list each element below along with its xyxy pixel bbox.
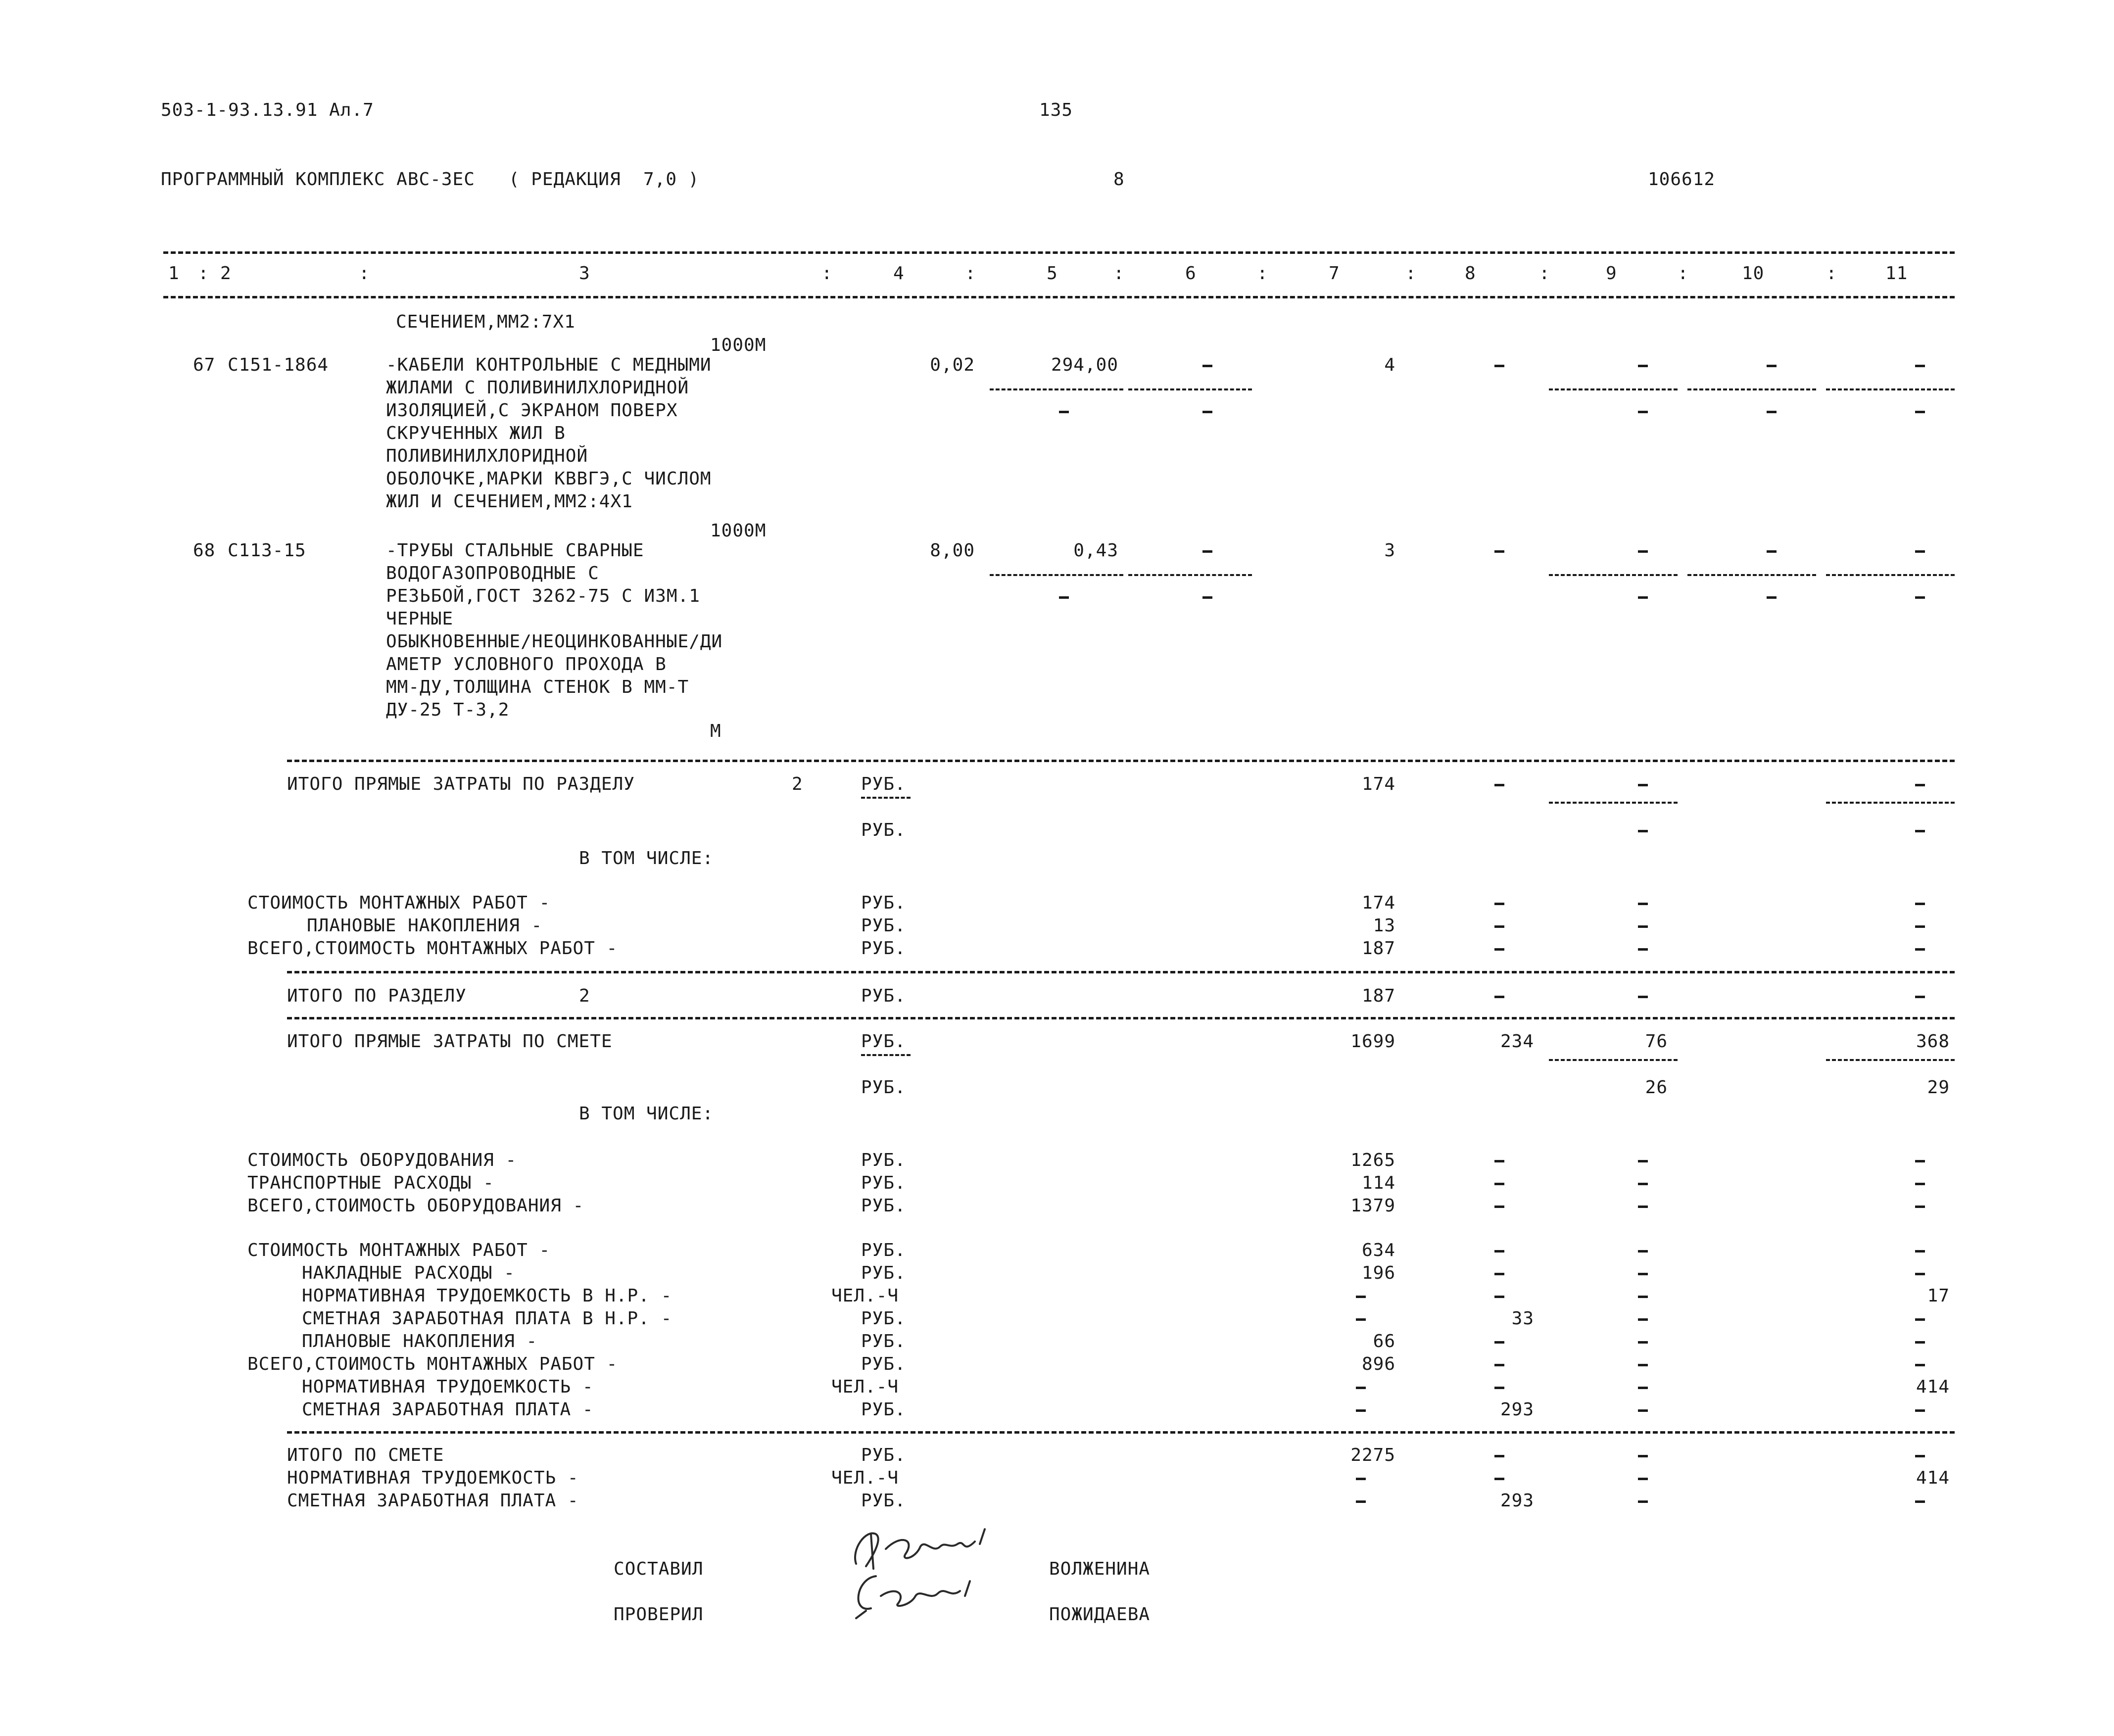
empty-cell-dash (1494, 948, 1504, 951)
installation-label: НОРМАТИВНАЯ ТРУДОЕМКОСТЬ - (302, 1377, 594, 1397)
installation-label: СТОИМОСТЬ МОНТАЖНЫХ РАБОТ - (247, 1240, 551, 1260)
installation-label: СМЕТНАЯ ЗАРАБОТНАЯ ПЛАТА В Н.Р. - (302, 1308, 673, 1329)
empty-cell-dash (1494, 1296, 1504, 1298)
column-header-rule (163, 296, 1955, 298)
column-separator: : (359, 263, 370, 284)
column-separator: : (821, 263, 833, 284)
unit-label: РУБ. (861, 1331, 906, 1351)
empty-cell-dash (1638, 1387, 1648, 1389)
subtotal-rule (1128, 574, 1252, 576)
equipment-value: 1265 (1350, 1150, 1395, 1170)
empty-cell-dash (1915, 411, 1925, 413)
section-rule (287, 760, 1955, 762)
item-description-line: ДУ-25 Т-3,2 (386, 700, 510, 720)
empty-cell-dash (1638, 1273, 1648, 1275)
unit-label: РУБ. (861, 1445, 906, 1465)
equipment-value: 114 (1361, 1173, 1395, 1193)
document-code: 503-1-93.13.91 Ал.7 (161, 100, 374, 120)
empty-cell-dash (1915, 596, 1925, 599)
empty-cell-dash (1638, 784, 1648, 786)
empty-cell-dash (1638, 1478, 1648, 1480)
breakdown-value: 13 (1373, 916, 1395, 936)
column-number: 6 (1185, 263, 1197, 284)
empty-cell-dash (1356, 1409, 1366, 1412)
empty-cell-dash (1915, 1183, 1925, 1185)
in-that-number-label: В ТОМ ЧИСЛЕ: (579, 848, 714, 868)
empty-cell-dash (1767, 411, 1777, 413)
subtotal-rule (1826, 388, 1955, 390)
unit-label: РУБ. (861, 774, 906, 794)
breakdown-label: ПЛАНОВЫЕ НАКОПЛЕНИЯ - (307, 916, 543, 936)
empty-cell-dash (1915, 1500, 1925, 1503)
empty-cell-dash (1767, 596, 1777, 599)
empty-cell-dash (1494, 1273, 1504, 1275)
empty-cell-dash (1915, 1455, 1925, 1457)
document-number: 106612 (1648, 169, 1716, 190)
estimate-direct-c9b: 26 (1645, 1077, 1668, 1098)
equipment-label: СТОИМОСТЬ ОБОРУДОВАНИЯ - (247, 1150, 517, 1170)
subtotal-rule (1549, 802, 1678, 804)
section-total-label: ИТОГО ПРЯМЫЕ ЗАТРАТЫ ПО РАЗДЕЛУ (287, 774, 635, 794)
empty-cell-dash (1494, 784, 1504, 786)
empty-cell-dash (1915, 784, 1925, 786)
empty-cell-dash (1638, 365, 1648, 367)
empty-cell-dash (1638, 830, 1648, 832)
item-total: 3 (1384, 540, 1395, 561)
empty-cell-dash (1638, 1500, 1648, 1503)
in-that-number-label: В ТОМ ЧИСЛЕ: (579, 1104, 714, 1124)
empty-cell-dash (1202, 365, 1212, 367)
checked-by-name: ПОЖИДАЕВА (1049, 1604, 1151, 1625)
empty-cell-dash (1915, 1160, 1925, 1162)
empty-cell-dash (1494, 365, 1504, 367)
subtotal-rule (1826, 574, 1955, 576)
estimate-direct-c11b: 29 (1927, 1077, 1950, 1098)
column-separator: : (965, 263, 976, 284)
item-description-line: ЧЕРНЫЕ (386, 609, 454, 629)
unit-label: ЧЕЛ.-Ч (831, 1286, 899, 1306)
empty-cell-dash (1494, 1250, 1504, 1253)
item-number: 68 (193, 540, 216, 561)
unit-label: РУБ. (861, 1031, 906, 1052)
installation-c7: 196 (1361, 1263, 1395, 1283)
estimate-total-c8: 293 (1500, 1491, 1534, 1511)
unit-label: ЧЕЛ.-Ч (831, 1377, 899, 1397)
installation-c7: 66 (1373, 1331, 1395, 1351)
composed-by-name: ВОЛЖЕНИНА (1049, 1559, 1151, 1579)
empty-cell-dash (1915, 1341, 1925, 1344)
column-number: 5 (1047, 263, 1058, 284)
breakdown-value: 174 (1361, 893, 1395, 913)
column-number: 4 (893, 263, 905, 284)
empty-cell-dash (1638, 948, 1648, 951)
item-quantity: 8,00 (930, 540, 975, 561)
installation-c11: 414 (1916, 1377, 1950, 1397)
empty-cell-dash (1494, 1160, 1504, 1162)
installation-c11: 17 (1927, 1286, 1950, 1306)
subtotal-rule (1549, 388, 1678, 390)
installation-label: ПЛАНОВЫЕ НАКОПЛЕНИЯ - (302, 1331, 538, 1351)
page-number: 135 (1039, 100, 1073, 120)
empty-cell-dash (1494, 1478, 1504, 1480)
item-code: С113-15 (228, 540, 306, 561)
column-number: 3 (579, 263, 590, 284)
empty-cell-dash (1638, 596, 1648, 599)
item-unit-price: 0,43 (1073, 540, 1118, 561)
empty-cell-dash (1915, 903, 1925, 905)
empty-cell-dash (1638, 411, 1648, 413)
breakdown-label: СТОИМОСТЬ МОНТАЖНЫХ РАБОТ - (247, 893, 551, 913)
unit-label: ЧЕЛ.-Ч (831, 1468, 899, 1488)
column-separator: : (198, 263, 209, 284)
empty-cell-dash (1059, 596, 1069, 599)
empty-cell-dash (1915, 1318, 1925, 1321)
signature-checked-icon (846, 1569, 1005, 1623)
unit-label: РУБ. (861, 916, 906, 936)
item-description-line: ОБЫКНОВЕННЫЕ/НЕОЦИНКОВАННЫЕ/ДИ (386, 631, 723, 652)
installation-label: СМЕТНАЯ ЗАРАБОТНАЯ ПЛАТА - (302, 1399, 594, 1420)
empty-cell-dash (1202, 596, 1212, 599)
unit-label: РУБ. (861, 1263, 906, 1283)
empty-cell-dash (1494, 996, 1504, 998)
unit-rule (861, 1054, 911, 1056)
installation-label: ВСЕГО,СТОИМОСТЬ МОНТАЖНЫХ РАБОТ - (247, 1354, 618, 1374)
empty-cell-dash (1356, 1500, 1366, 1503)
item-code: С151-1864 (228, 355, 329, 375)
section-number: 2 (792, 774, 803, 794)
column-number: 1 (168, 263, 180, 284)
column-separator: : (1826, 263, 1837, 284)
empty-cell-dash (1638, 550, 1648, 553)
table-top-rule (163, 251, 1955, 254)
empty-cell-dash (1767, 550, 1777, 553)
estimate-total-c7: 2275 (1350, 1445, 1395, 1465)
unit-label: РУБ. (861, 986, 906, 1006)
item-description-line: ПОЛИВИНИЛХЛОРИДНОЙ (386, 446, 588, 466)
section-summary-value: 187 (1361, 986, 1395, 1006)
unit-label: РУБ. (861, 1354, 906, 1374)
item-description-line: ИЗОЛЯЦИЕЙ,С ЭКРАНОМ ПОВЕРХ (386, 400, 678, 421)
empty-cell-dash (1638, 1341, 1648, 1344)
empty-cell-dash (1494, 1387, 1504, 1389)
section-rule (287, 1017, 1955, 1019)
unit-label: РУБ. (861, 1196, 906, 1216)
empty-cell-dash (1915, 925, 1925, 928)
empty-cell-dash (1915, 1250, 1925, 1253)
item-description-line: СКРУЧЕННЫХ ЖИЛ В (386, 423, 566, 443)
section-rule (287, 1431, 1955, 1434)
installation-label: НАКЛАДНЫЕ РАСХОДЫ - (302, 1263, 515, 1283)
empty-cell-dash (1494, 550, 1504, 553)
estimate-direct-label: ИТОГО ПРЯМЫЕ ЗАТРАТЫ ПО СМЕТЕ (287, 1031, 613, 1052)
empty-cell-dash (1638, 1409, 1648, 1412)
estimate-direct-c9: 76 (1645, 1031, 1668, 1052)
empty-cell-dash (1638, 1455, 1648, 1457)
column-number: 2 (220, 263, 232, 284)
breakdown-value: 187 (1361, 938, 1395, 959)
column-number: 7 (1329, 263, 1340, 284)
estimate-direct-c7: 1699 (1350, 1031, 1395, 1052)
subtotal-rule (1826, 1059, 1955, 1061)
empty-cell-dash (1494, 925, 1504, 928)
installation-c8: 33 (1511, 1308, 1534, 1329)
empty-cell-dash (1915, 550, 1925, 553)
item-description-line: -ТРУБЫ СТАЛЬНЫЕ СВАРНЫЕ (386, 540, 644, 561)
empty-cell-dash (1638, 903, 1648, 905)
empty-cell-dash (1494, 1364, 1504, 1366)
sheet-number: 8 (1113, 169, 1125, 190)
subtotal-rule (1549, 574, 1678, 576)
unit-label: РУБ. (861, 1491, 906, 1511)
empty-cell-dash (1494, 903, 1504, 905)
installation-c7: 634 (1361, 1240, 1395, 1260)
item-description-line: АМЕТР УСЛОВНОГО ПРОХОДА В (386, 654, 667, 675)
unit-label: РУБ. (861, 1173, 906, 1193)
unit-label: РУБ. (861, 893, 906, 913)
empty-cell-dash (1494, 1183, 1504, 1185)
signature-composed-icon (846, 1519, 1005, 1574)
unit-label: РУБ. (861, 1240, 906, 1260)
unit-label: РУБ. (861, 938, 906, 959)
empty-cell-dash (1638, 1206, 1648, 1208)
column-number: 8 (1465, 263, 1476, 284)
item-description-line: ММ-ДУ,ТОЛЩИНА СТЕНОК В ММ-Т (386, 677, 689, 697)
empty-cell-dash (1202, 550, 1212, 553)
item-description-line: ЖИЛ И СЕЧЕНИЕМ,ММ2:4Х1 (386, 491, 633, 512)
program-title: ПРОГРАММНЫЙ КОМПЛЕКС АВС-3ЕС ( РЕДАКЦИЯ 7,0 ) (161, 169, 700, 190)
equipment-label: ТРАНСПОРТНЫЕ РАСХОДЫ - (247, 1173, 494, 1193)
empty-cell-dash (1638, 925, 1648, 928)
subtotal-rule (1826, 802, 1955, 804)
unit-label: РУБ. (861, 1150, 906, 1170)
empty-cell-dash (1915, 996, 1925, 998)
installation-c8: 293 (1500, 1399, 1534, 1420)
item-unit: 1000М (710, 335, 767, 355)
empty-cell-dash (1356, 1318, 1366, 1321)
subtotal-rule (990, 574, 1123, 576)
item-description-line: ВОДОГАЗОПРОВОДНЫЕ С (386, 563, 599, 583)
item-total: 4 (1384, 355, 1395, 375)
subtotal-rule (1549, 1059, 1678, 1061)
empty-cell-dash (1915, 1364, 1925, 1366)
empty-cell-dash (1202, 411, 1212, 413)
empty-cell-dash (1638, 996, 1648, 998)
estimate-direct-c8: 234 (1500, 1031, 1534, 1052)
empty-cell-dash (1638, 1364, 1648, 1366)
subtotal-rule (1128, 388, 1252, 390)
breakdown-label: ВСЕГО,СТОИМОСТЬ МОНТАЖНЫХ РАБОТ - (247, 938, 618, 959)
section-rule (287, 971, 1955, 973)
item-quantity: 0,02 (930, 355, 975, 375)
equipment-label: ВСЕГО,СТОИМОСТЬ ОБОРУДОВАНИЯ - (247, 1196, 584, 1216)
unit-label: РУБ. (861, 1077, 906, 1098)
empty-cell-dash (1059, 411, 1069, 413)
empty-cell-dash (1915, 1206, 1925, 1208)
estimate-total-label: СМЕТНАЯ ЗАРАБОТНАЯ ПЛАТА - (287, 1491, 579, 1511)
section-number: 2 (579, 986, 590, 1006)
empty-cell-dash (1915, 830, 1925, 832)
empty-cell-dash (1915, 1273, 1925, 1275)
item-description-line: ЖИЛАМИ С ПОЛИВИНИЛХЛОРИДНОЙ (386, 378, 689, 398)
empty-cell-dash (1915, 1409, 1925, 1412)
item-description-line: ОБОЛОЧКЕ,МАРКИ КВВГЭ,С ЧИСЛОМ (386, 469, 712, 489)
empty-cell-dash (1638, 1318, 1648, 1321)
checked-by-label: ПРОВЕРИЛ (614, 1604, 704, 1625)
empty-cell-dash (1638, 1250, 1648, 1253)
installation-label: НОРМАТИВНАЯ ТРУДОЕМКОСТЬ В Н.Р. - (302, 1286, 673, 1306)
unit-rule (861, 797, 911, 799)
unit-label: РУБ. (861, 1308, 906, 1329)
composed-by-label: СОСТАВИЛ (614, 1559, 704, 1579)
column-separator: : (1257, 263, 1268, 284)
subtotal-rule (990, 388, 1123, 390)
empty-cell-dash (1494, 1206, 1504, 1208)
subtotal-rule (1687, 574, 1816, 576)
column-separator: : (1405, 263, 1417, 284)
unit-label: РУБ. (861, 820, 906, 840)
estimate-direct-c11: 368 (1916, 1031, 1950, 1052)
empty-cell-dash (1915, 365, 1925, 367)
empty-cell-dash (1494, 1341, 1504, 1344)
section-summary-label: ИТОГО ПО РАЗДЕЛУ (287, 986, 467, 1006)
estimate-total-label: ИТОГО ПО СМЕТЕ (287, 1445, 444, 1465)
section-total-value: 174 (1361, 774, 1395, 794)
item-unit-price: 294,00 (1051, 355, 1118, 375)
item-unit: 1000М (710, 521, 767, 541)
column-number: 9 (1606, 263, 1617, 284)
empty-cell-dash (1767, 365, 1777, 367)
column-number: 10 (1742, 263, 1765, 284)
item-unit: М (710, 721, 721, 741)
item-number: 67 (193, 355, 216, 375)
installation-c7: 896 (1361, 1354, 1395, 1374)
equipment-value: 1379 (1350, 1196, 1395, 1216)
item-description-line: -КАБЕЛИ КОНТРОЛЬНЫЕ С МЕДНЫМИ (386, 355, 712, 375)
column-separator: : (1113, 263, 1125, 284)
empty-cell-dash (1356, 1296, 1366, 1298)
empty-cell-dash (1494, 1455, 1504, 1457)
empty-cell-dash (1356, 1387, 1366, 1389)
empty-cell-dash (1638, 1160, 1648, 1162)
column-separator: : (1539, 263, 1550, 284)
subtotal-rule (1687, 388, 1816, 390)
column-number: 11 (1885, 263, 1908, 284)
empty-cell-dash (1915, 948, 1925, 951)
estimate-total-c11: 414 (1916, 1468, 1950, 1488)
continued-description: СЕЧЕНИЕМ,ММ2:7Х1 (396, 312, 576, 332)
item-description-line: РЕЗЬБОЙ,ГОСТ 3262-75 С ИЗМ.1 (386, 586, 700, 606)
column-separator: : (1678, 263, 1689, 284)
empty-cell-dash (1638, 1296, 1648, 1298)
unit-label: РУБ. (861, 1399, 906, 1420)
estimate-total-label: НОРМАТИВНАЯ ТРУДОЕМКОСТЬ - (287, 1468, 579, 1488)
empty-cell-dash (1638, 1183, 1648, 1185)
empty-cell-dash (1356, 1478, 1366, 1480)
